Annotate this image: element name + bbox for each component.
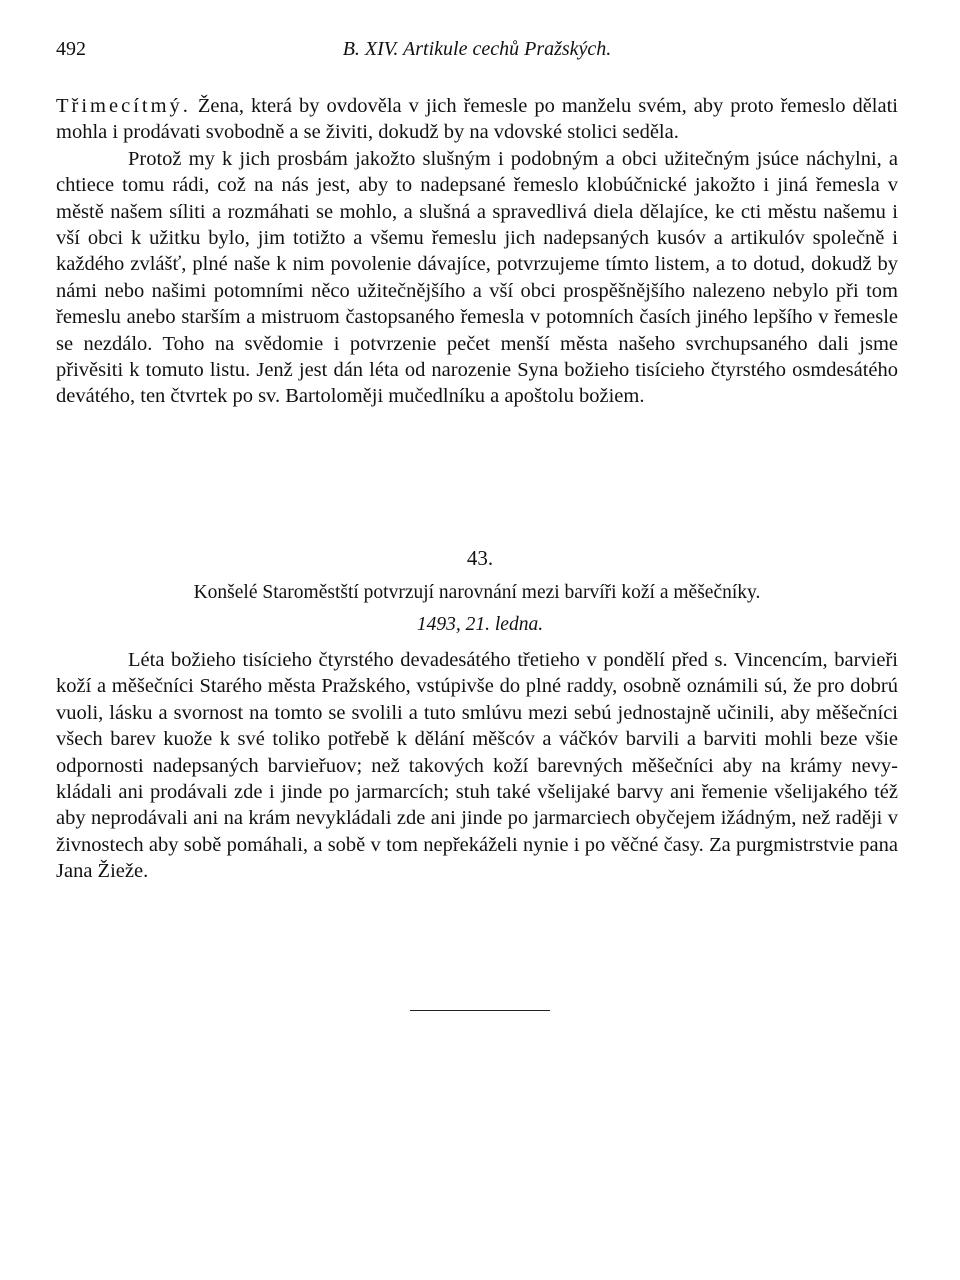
end-rule <box>410 1010 550 1011</box>
page-header <box>56 38 898 68</box>
document-body-paragraph: Léta božieho tisícieho čtyrstého devadesátého třetieho v pondělí před s. Vincencím, barvieři koží a měšečníci Starého města Pražského, vstúpivše do plné raddy, osobně oznámili sú, že pro dobrú vuoli, lásku a svornost na tomto se svolili a tuto smlúvu mezi sebú jednostajně učinili, aby měšečníci všech barev kuože k své toliko potřebě k dělání měšcóv a váčkóv barvili a barviti mohli beze všie odpornosti nadepsaných barvieřuov; než takových koží barevných měšečníci aby na krámy nevykládali ani prodávali zde i jinde po jarmarcích; stuh také všelijaké barvy ani řemenie všelijakého též aby neprodávali ani na krám nevykládali zde ani jinde po jarmarciech obyčejem ižádným, než raději v živnostech aby sobě pomáhali, a sobě v tom nepřekáželi nynie i po věčné časy. Za purgmistrstvie pana Jana Žieže. <box>56 649 898 883</box>
article-lead-word: Třimecítmý. <box>56 95 191 117</box>
confirmation-paragraph: Protož my k jich prosbám jakožto slušným i podobným a obci užitečným jsúce náchylni, a chtiece tomu rádi, což na nás jest, aby to nadepsané řemeslo klobúčnické jakožto i jiná řemesla v městě našem síliti a rozmáhati se mohlo, a slušná a spravedlivá diela dělajíce, ke cti městu našemu i vší obci k užitku bylo, jim totižto a všemu řemeslu jich nadepsaných kusóv a artikulóv společně i každého zvlášť, plné naše k nim povolenie dávajíce, potvrzujeme tímto listem, a to dotud, dokudž by námi nebo našimi potomními něco užitečnějšího a vší obci prospěšnějšího nalezeno nebylo při tom řemeslu anebo starším a mistruom častopsaného řemesla v potomních časích jiného lepšího v řemesle se nezdálo. Toho na svědomie i potvrzenie pečet menší města našeho svrchupsaného dali jsme přivěsiti k tomuto listu. Jenž jest dán léta od narozenie Syna božieho tisícieho čtyrstého osmdesátého devátého, ten čtvrtek po sv. Bartoloměji mučedlníku a apoštolu božiem. <box>56 147 898 408</box>
document-number: 43. <box>466 546 494 570</box>
article-lead-text: Žena, která by ovdověla v jich řemesle po manželu svém, aby proto řemeslo dělati mohla i prodávati svobodně a se živiti, dokudž by na vdovské stolici seděla. <box>56 95 898 144</box>
running-title: B. XIV. Artikule cechů Pražských. <box>342 38 612 60</box>
article-paragraph <box>56 93 898 146</box>
document-heading: Konšelé Staroměstští potvrzují narovnání mezi barvíři koží a měšečníky. <box>193 582 761 603</box>
document-date: 1493, 21. ledna. <box>416 614 544 635</box>
document-43-text <box>56 647 898 885</box>
section-xiii-text <box>56 93 898 410</box>
page-number: 492 <box>56 38 86 60</box>
